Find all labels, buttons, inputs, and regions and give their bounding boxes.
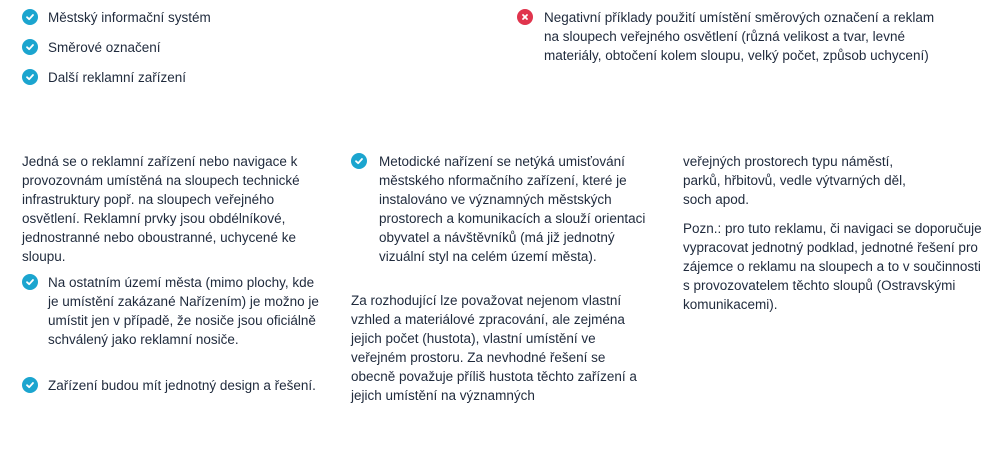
body-paragraph: Za rozhodující lze považovat nejenom vlastní vzhled a materiálové zpracování, ale zejména jejich počet (hustota), vlastní umístění ve veřejném prostoru. Za nevhodné řešení se obecně považuje příliš hustota těchto zařízení a jejich umístění na významných <box>351 293 637 403</box>
check-icon <box>351 153 367 169</box>
list-item <box>22 8 322 27</box>
list-item-text: Směrové označení <box>48 40 161 55</box>
list-item-text: Metodické nařízení se netýká umisťování městského nformačního zařízení, které je instalováno ve významných městských prostorech a komunikacích a slouží orientaci obyvatel a návštěvníků (má již jednotný vizuální styl na celém území města). <box>379 154 646 264</box>
check-icon <box>22 274 38 290</box>
cross-icon <box>517 9 533 25</box>
list-item <box>22 38 322 57</box>
note-paragraph: Pozn.: pro tuto reklamu, či navigaci se doporučuje vypracovat jednotný podklad, jednotné řešení pro zájemce o reklamu na sloupech a to v součinnosti s provozovatelem těchto sloupů (Ostravskými komunikacemi). <box>683 221 982 312</box>
list-item-text: Zařízení budou mít jednotný design a řešení. <box>48 378 316 393</box>
check-icon <box>22 69 38 85</box>
check-icon <box>22 377 38 393</box>
list-item-text: Na ostatním území města (mimo plochy, kde je umístění zakázané Nařízením) je možno je umístit jen v případě, že nosiče jsou oficiálně schválený jako reklamní nosiče. <box>48 275 319 347</box>
list-item <box>22 68 322 87</box>
check-icon <box>22 39 38 55</box>
list-item-text: Městský informační systém <box>48 10 211 25</box>
negative-example-item <box>517 8 937 65</box>
negative-example-text: Negativní příklady použití umístění směrových označení a reklam na sloupech veřejného osvětlení (různá velikost a tvar, levné materiály, obtočení kolem sloupu, velký počet, způsob uchycení) <box>544 10 935 63</box>
body-paragraph: veřejných prostorech typu náměstí, parků, hřbitovů, vedle výtvarných děl, soch apod. <box>683 154 906 207</box>
intro-paragraph: Jedná se o reklamní zařízení nebo navigace k provozovnám umístěná na sloupech technické infrastruktury popř. na sloupech veřejného osvětlení. Reklamní prvky jsou obdélníkové, jednostranné nebo oboustranné, uchycené ke sloupu. <box>22 154 300 264</box>
check-icon <box>22 9 38 25</box>
list-item <box>22 376 322 395</box>
list-item <box>22 273 322 349</box>
list-item-text: Další reklamní zařízení <box>48 70 187 85</box>
list-item <box>351 152 651 266</box>
